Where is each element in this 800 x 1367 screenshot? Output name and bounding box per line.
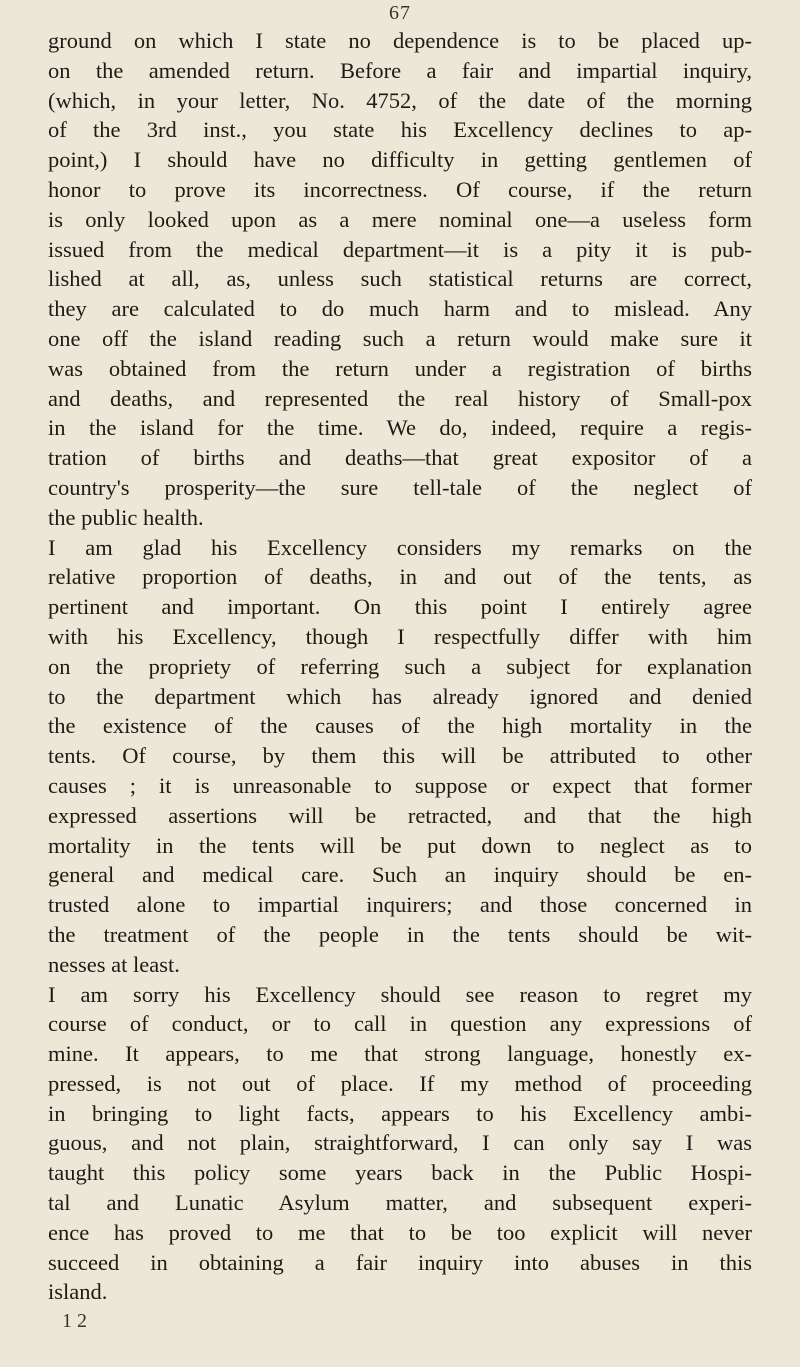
text-line: in the island for the time. We do, indeed, require a regis- <box>48 415 752 441</box>
text-line: taught this policy some years back in the Public Hospi- <box>48 1160 752 1186</box>
text-line: tal and Lunatic Asylum matter, and subsequent experi- <box>48 1190 752 1216</box>
text-line: pertinent and important. On this point I entirely agree <box>48 594 752 620</box>
text-line: country's prosperity—the sure tell-tale of the neglect of <box>48 474 752 500</box>
text-line: island. <box>48 1279 108 1305</box>
text-line: (which, in your letter, No. 4752, of the date of the morning <box>48 87 752 113</box>
page-number: 67 <box>389 2 411 24</box>
text-line: mortality in the tents will be put down to neglect as to <box>48 832 752 858</box>
text-line: of the 3rd inst., you state his Excellency declines to ap- <box>48 117 752 143</box>
text-line: guous, and not plain, straightforward, I can only say I was <box>48 1130 752 1156</box>
text-line: the treatment of the people in the tents should be wit- <box>48 921 752 947</box>
text-line: the public health. <box>48 504 204 530</box>
paragraph-3 <box>48 980 752 1308</box>
text-line: expressed assertions will be retracted, and that the high <box>48 802 752 828</box>
text-line: the existence of the causes of the high mortality in the <box>48 713 752 739</box>
text-line: lished at all, as, unless such statistical returns are correct, <box>48 266 752 292</box>
text-line: I am glad his Excellency considers my remarks on the <box>48 534 752 560</box>
text-line: I am sorry his Excellency should see reason to regret my <box>48 981 752 1007</box>
text-line: point,) I should have no difficulty in getting gentlemen of <box>48 147 752 173</box>
text-line: on the propriety of referring such a subject for explanation <box>48 653 752 679</box>
signature-mark: 1 2 <box>62 1310 87 1333</box>
text-line: trusted alone to impartial inquirers; and those concerned in <box>48 892 752 918</box>
text-line: to the department which has already ignored and denied <box>48 683 752 709</box>
text-line: relative proportion of deaths, in and out of the tents, as <box>48 564 752 590</box>
text-line: on the amended return. Before a fair and impartial inquiry, <box>48 57 752 83</box>
text-line: tents. Of course, by them this will be attributed to other <box>48 743 752 769</box>
text-line: one off the island reading such a return would make sure it <box>48 325 752 351</box>
text-line: with his Excellency, though I respectfully differ with him <box>48 623 752 649</box>
text-line: they are calculated to do much harm and to mislead. Any <box>48 296 752 322</box>
text-line: mine. It appears, to me that strong language, honestly ex- <box>48 1041 752 1067</box>
text-line: tration of births and deaths—that great expositor of a <box>48 445 752 471</box>
text-line: nesses at least. <box>48 951 180 977</box>
text-line: ground on which I state no dependence is to be placed up- <box>48 28 752 53</box>
text-line: and deaths, and represented the real history of Small-pox <box>48 385 752 411</box>
body-text <box>48 26 752 1307</box>
paragraph-2 <box>48 533 752 980</box>
text-line: is only looked upon as a mere nominal one—a useless form <box>48 206 752 232</box>
text-line: issued from the medical department—it is a pity it is pub- <box>48 236 752 262</box>
text-line: ence has proved to me that to be too explicit will never <box>48 1219 752 1245</box>
text-line: succeed in obtaining a fair inquiry into abuses in this <box>48 1249 752 1275</box>
text-line: honor to prove its incorrectness. Of course, if the return <box>48 176 752 202</box>
text-line: was obtained from the return under a registration of births <box>48 355 752 381</box>
text-line: pressed, is not out of place. If my method of proceeding <box>48 1070 752 1096</box>
text-line: causes ; it is unreasonable to suppose or expect that former <box>48 772 752 798</box>
text-line: general and medical care. Such an inquiry should be en- <box>48 862 752 888</box>
paragraph-1 <box>48 26 752 533</box>
text-line: in bringing to light facts, appears to his Excellency ambi- <box>48 1100 752 1126</box>
text-line: course of conduct, or to call in question any expressions of <box>48 1011 752 1037</box>
